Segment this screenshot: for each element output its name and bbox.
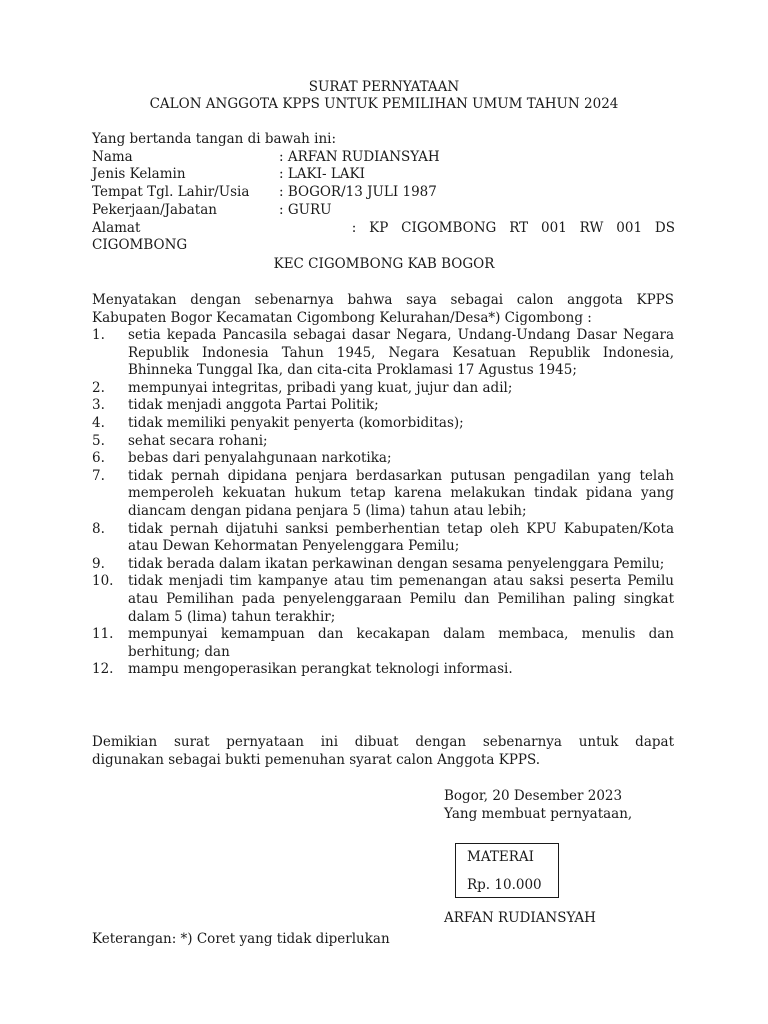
list-item-text: tidak berada dalam ikatan perkawinan dengan sesama penyelenggara Pemilu; (128, 555, 665, 572)
list-item-number: 1. (92, 327, 105, 343)
birth-label: Tempat Tgl. Lahir/Usia (92, 184, 250, 200)
list-item-number: 4. (92, 414, 105, 431)
statement-line1: Menyatakan dengan sebenarnya bahwa saya sebagai calon anggota KPPS (92, 292, 674, 308)
materai-value: Rp. 10.000 (467, 877, 542, 893)
job-label: Pekerjaan/Jabatan (92, 202, 217, 218)
list-item (92, 397, 674, 415)
address-label: Alamat (92, 220, 141, 236)
list-item-text: bebas dari penyalahgunaan narkotika; (128, 450, 392, 467)
materai-label: MATERAI (467, 849, 534, 865)
list-item (92, 661, 674, 679)
requirements-list (92, 327, 674, 679)
list-item (92, 573, 674, 626)
list-item-number: 9. (92, 555, 105, 572)
list-item (92, 556, 674, 574)
list-item-text: mampu mengoperasikan perangkat teknologi informasi. (128, 661, 513, 678)
list-item-number: 7. (92, 467, 105, 484)
list-item (92, 433, 674, 451)
closing-line2: digunakan sebagai bukti pemenuhan syarat calon Anggota KPPS. (92, 752, 541, 768)
list-item (92, 626, 674, 661)
closing-line1: Demikian surat pernyataan ini dibuat dengan sebenarnya untuk dapat (92, 734, 674, 750)
list-item (92, 468, 674, 521)
list-item (92, 450, 674, 468)
gender-label: Jenis Kelamin (92, 166, 186, 182)
list-item-text: tidak pernah dijatuhi sanksi pemberhentian tetap oleh KPU Kabupaten/Kota atau Dewan Kehormatan Penyelenggara Pemilu; (128, 520, 674, 555)
list-item-number: 5. (92, 432, 105, 449)
footnote: Keterangan: *) Coret yang tidak diperlukan (92, 931, 390, 947)
maker-label: Yang membuat pernyataan, (444, 806, 633, 822)
document-title: SURAT PERNYATAAN (308, 79, 460, 95)
address-value-line1: : KP CIGOMBONG RT 001 RW 001 DS (351, 220, 675, 236)
name-label: Nama (92, 149, 133, 165)
list-item-number: 10. (92, 573, 114, 590)
list-item-number: 6. (92, 450, 105, 467)
list-item-number: 3. (92, 397, 105, 414)
job-value: : GURU (279, 202, 332, 218)
list-item-number: 11. (92, 626, 114, 643)
materai-stamp-box (455, 843, 559, 898)
birth-value: : BOGOR/13 JULI 1987 (279, 184, 437, 200)
list-item-text: mempunyai integritas, pribadi yang kuat, jujur dan adil; (128, 379, 513, 396)
address-value-line2: CIGOMBONG (92, 237, 188, 253)
list-item-number: 2. (92, 379, 105, 396)
list-item (92, 327, 674, 380)
list-item-number: 12. (92, 661, 114, 678)
list-item (92, 380, 674, 398)
list-item-text: tidak pernah dipidana penjara berdasarkan putusan pengadilan yang telah memperoleh kekuatan hukum tetap karena melakukan tindak pidana yang diancam dengan pidana penjara 5 (lima) tahun atau lebih; (128, 467, 674, 519)
gender-value: : LAKI- LAKI (279, 166, 365, 182)
list-item-text: tidak menjadi tim kampanye atau tim pemenangan atau saksi peserta Pemilu atau Pemilihan pada penyelenggaraan Pemilu dan Pemilihan paling singkat dalam 5 (lima) tahun terakhir; (128, 573, 674, 625)
address-value-line3: KEC CIGOMBONG KAB BOGOR (273, 256, 495, 272)
list-item-text: mempunyai kemampuan dan kecakapan dalam membaca, menulis dan berhitung; dan (128, 626, 674, 660)
name-value: : ARFAN RUDIANSYAH (279, 149, 440, 165)
list-item-text: setia kepada Pancasila sebagai dasar Negara, Undang-Undang Dasar Negara Republik Indonesia Tahun 1945, Negara Kesatuan Republik Indonesia, Bhinneka Tunggal Ika, dan cita-cita Proklamasi 17 Agustus 1945; (128, 327, 674, 379)
document-subtitle: CALON ANGGOTA KPPS UNTUK PEMILIHAN UMUM TAHUN 2024 (149, 96, 619, 112)
list-item-text: tidak memiliki penyakit penyerta (komorbiditas); (128, 414, 464, 431)
list-item-number: 8. (92, 520, 105, 537)
statement-line2: Kabupaten Bogor Kecamatan Cigombong Kelurahan/Desa*) Cigombong : (92, 310, 592, 326)
place-date: Bogor, 20 Desember 2023 (444, 788, 623, 804)
signer-name: ARFAN RUDIANSYAH (444, 910, 596, 926)
intro-text: Yang bertanda tangan di bawah ini: (92, 131, 337, 147)
list-item (92, 415, 674, 433)
list-item-text: sehat secara rohani; (128, 432, 268, 449)
list-item (92, 521, 674, 556)
list-item-text: tidak menjadi anggota Partai Politik; (128, 397, 379, 414)
